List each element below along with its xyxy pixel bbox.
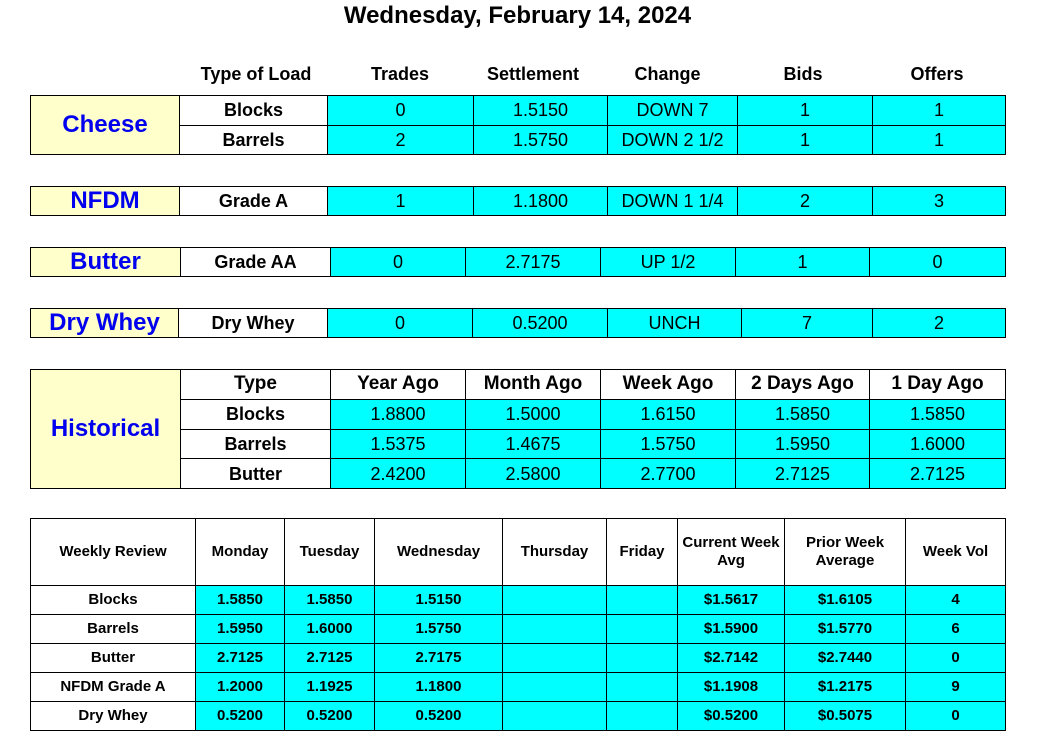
weekly-header-current-week-avg: Current Week Avg: [678, 519, 785, 586]
cheese-table: [30, 95, 1006, 155]
weekly-cell: 1.5850: [285, 586, 375, 615]
page-title: Wednesday, February 14, 2024: [343, 2, 692, 29]
butter-trades: 0: [331, 248, 466, 277]
weekly-cell: 0: [906, 702, 1006, 731]
nfdm-type: Grade A: [180, 187, 328, 216]
historical-cell: 2.7125: [736, 459, 870, 489]
nfdm-label: NFDM: [31, 187, 180, 216]
weekly-cell: 1.6000: [285, 615, 375, 644]
historical-cell: 2.7700: [601, 459, 736, 489]
weekly-cell: [607, 644, 678, 673]
historical-header-month-ago: Month Ago: [466, 370, 601, 400]
historical-cell: 1.5950: [736, 429, 870, 459]
weekly-cell: $1.2175: [785, 673, 906, 702]
weekly-cell: 2.7125: [196, 644, 285, 673]
weekly-row-name: NFDM Grade A: [31, 673, 196, 702]
cheese-blocks-type: Blocks: [180, 96, 328, 126]
weekly-cell: $2.7142: [678, 644, 785, 673]
drywhey-trades: 0: [328, 309, 473, 338]
weekly-cell: 1.1800: [375, 673, 503, 702]
butter-settlement: 2.7175: [466, 248, 601, 277]
cheese-barrels-settlement: 1.5750: [474, 125, 608, 155]
cheese-barrels-bids: 1: [738, 125, 873, 155]
historical-row-type: Butter: [181, 459, 331, 489]
historical-cell: 1.5850: [870, 399, 1006, 429]
butter-type: Grade AA: [181, 248, 331, 277]
nfdm-table: [30, 186, 1006, 216]
weekly-cell: $1.6105: [785, 586, 906, 615]
weekly-row-name: Blocks: [31, 586, 196, 615]
weekly-row-name: Dry Whey: [31, 702, 196, 731]
historical-header-1-day-ago: 1 Day Ago: [870, 370, 1006, 400]
historical-cell: 1.5000: [466, 399, 601, 429]
weekly-cell: [503, 586, 607, 615]
weekly-row-name: Barrels: [31, 615, 196, 644]
nfdm-offers: 3: [873, 187, 1006, 216]
weekly-header-thursday: Thursday: [503, 519, 607, 586]
cheese-blocks-change: DOWN 7: [608, 96, 738, 126]
historical-cell: 1.5375: [331, 429, 466, 459]
weekly-header-friday: Friday: [607, 519, 678, 586]
weekly-cell: 1.2000: [196, 673, 285, 702]
drywhey-settlement: 0.5200: [473, 309, 608, 338]
butter-change: UP 1/2: [601, 248, 736, 277]
weekly-header-wednesday: Wednesday: [375, 519, 503, 586]
butter-table: [30, 247, 1006, 277]
historical-label: Historical: [31, 370, 181, 489]
historical-cell: 1.8800: [331, 399, 466, 429]
weekly-review-table: [30, 518, 1006, 731]
weekly-cell: 1.5950: [196, 615, 285, 644]
nfdm-change: DOWN 1 1/4: [608, 187, 738, 216]
nfdm-trades: 1: [328, 187, 474, 216]
drywhey-type: Dry Whey: [179, 309, 328, 338]
butter-label: Butter: [31, 248, 181, 277]
historical-cell: 1.5850: [736, 399, 870, 429]
drywhey-bids: 7: [742, 309, 873, 338]
drywhey-label: Dry Whey: [31, 309, 179, 338]
weekly-cell: 1.5850: [196, 586, 285, 615]
header-type-of-load: Type of Load: [200, 64, 312, 84]
cheese-blocks-trades: 0: [328, 96, 474, 126]
weekly-cell: [503, 644, 607, 673]
weekly-header-week-vol: Week Vol: [906, 519, 1006, 586]
historical-row-type: Barrels: [181, 429, 331, 459]
weekly-cell: $1.5900: [678, 615, 785, 644]
cheese-blocks-settlement: 1.5150: [474, 96, 608, 126]
cheese-barrels-type: Barrels: [180, 125, 328, 155]
weekly-cell: 0: [906, 644, 1006, 673]
drywhey-change: UNCH: [608, 309, 742, 338]
weekly-cell: $0.5075: [785, 702, 906, 731]
weekly-cell: 0.5200: [196, 702, 285, 731]
historical-header-week-ago: Week Ago: [601, 370, 736, 400]
weekly-cell: [607, 615, 678, 644]
header-trades: Trades: [370, 64, 430, 84]
historical-header-type: Type: [181, 370, 331, 400]
weekly-cell: [607, 702, 678, 731]
historical-header-year-ago: Year Ago: [331, 370, 466, 400]
weekly-cell: 9: [906, 673, 1006, 702]
header-change: Change: [634, 64, 701, 84]
historical-header-2-days-ago: 2 Days Ago: [736, 370, 870, 400]
weekly-cell: 0.5200: [375, 702, 503, 731]
weekly-cell: [503, 673, 607, 702]
weekly-cell: 1.5150: [375, 586, 503, 615]
weekly-cell: [607, 586, 678, 615]
cheese-label: Cheese: [31, 96, 180, 155]
weekly-cell: 4: [906, 586, 1006, 615]
historical-cell: 1.5750: [601, 429, 736, 459]
historical-cell: 2.4200: [331, 459, 466, 489]
weekly-cell: 2.7125: [285, 644, 375, 673]
butter-offers: 0: [870, 248, 1006, 277]
nfdm-settlement: 1.1800: [474, 187, 608, 216]
butter-bids: 1: [736, 248, 870, 277]
cheese-barrels-change: DOWN 2 1/2: [608, 125, 738, 155]
weekly-cell: $1.5617: [678, 586, 785, 615]
weekly-cell: [607, 673, 678, 702]
weekly-cell: $0.5200: [678, 702, 785, 731]
weekly-cell: 2.7175: [375, 644, 503, 673]
nfdm-bids: 2: [738, 187, 873, 216]
weekly-cell: $1.5770: [785, 615, 906, 644]
drywhey-offers: 2: [873, 309, 1006, 338]
weekly-header-monday: Monday: [196, 519, 285, 586]
cheese-blocks-bids: 1: [738, 96, 873, 126]
historical-cell: 1.6000: [870, 429, 1006, 459]
weekly-cell: 1.5750: [375, 615, 503, 644]
cheese-barrels-trades: 2: [328, 125, 474, 155]
historical-cell: 1.4675: [466, 429, 601, 459]
historical-cell: 1.6150: [601, 399, 736, 429]
weekly-cell: 1.1925: [285, 673, 375, 702]
cheese-barrels-offers: 1: [873, 125, 1006, 155]
cheese-blocks-offers: 1: [873, 96, 1006, 126]
weekly-cell: 0.5200: [285, 702, 375, 731]
weekly-cell: 6: [906, 615, 1006, 644]
historical-row-type: Blocks: [181, 399, 331, 429]
weekly-header-review: Weekly Review: [31, 519, 196, 586]
weekly-header-prior-week-average: Prior Week Average: [785, 519, 906, 586]
historical-table: [30, 369, 1006, 489]
historical-cell: 2.7125: [870, 459, 1006, 489]
header-settlement: Settlement: [486, 64, 580, 84]
weekly-cell: [503, 615, 607, 644]
header-bids: Bids: [783, 64, 823, 84]
weekly-cell: [503, 702, 607, 731]
weekly-cell: $2.7440: [785, 644, 906, 673]
header-offers: Offers: [910, 64, 964, 84]
weekly-row-name: Butter: [31, 644, 196, 673]
drywhey-table: [30, 308, 1006, 338]
historical-cell: 2.5800: [466, 459, 601, 489]
weekly-header-tuesday: Tuesday: [285, 519, 375, 586]
weekly-cell: $1.1908: [678, 673, 785, 702]
